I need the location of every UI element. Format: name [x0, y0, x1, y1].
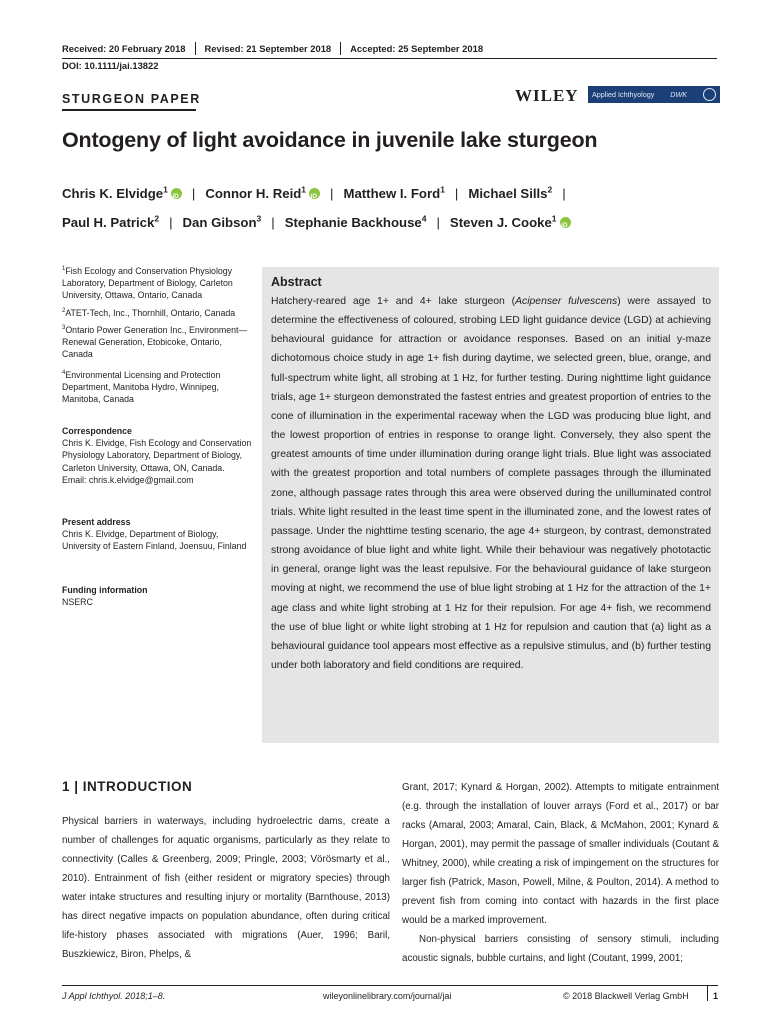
footer-url[interactable]: wileyonlinelibrary.com/journal/jai: [323, 991, 452, 1001]
abstract-text: Hatchery-reared age 1+ and 4+ lake sturgeon (Acipenser fulvescens) were assayed to determine the effectiveness of coloured, strobing LED light guidance device (LGD) at achieving behavioural guidance for attraction or avoidance responses. Based on an initial y-maze dichotomous choice study in age 1+ fish during daytime, we selected green, blue, orange, and full-spectrum white light, all strobing at 1 Hz, for further testing. During nighttime light guidance trials, age 1+ sturgeon demonstrated the fastest entries and greatest proportion of entries to the cone of illumination in the experimental raceway when the LGD was producing blue light, and the lowest proportion of entries in response to orange light. Conversely, they also spent the greatest amounts of time under illumination during orange light trials. Blue light was associated with the greatest proportion and total numbers of complete passages through the illuminated zone, although passage rates through this area were observed during the unilluminated control trials. White light resulted in the least time spent in the illuminated zone, and the lowest rates of passage. Under the nighttime testing scenario, the age 4+ sturgeon, by contrast, demonstrated strong avoidance of blue light and white light. While their behaviour was negatively phototactic in general, orange light was the least repulsive. For the behavioural guidance of lake sturgeon moving at night, we recommend the use of blue light strobing at 1 Hz for the attraction of the 1+ age class and white light strobing at 1 Hz for their repulsion. For age 4+ fish, we recommend the use of blue light or white light strobing at 1 Hz for repulsion and caution that (a) light as a behavioural guidance tool appears most effective as a repulsive stimulus, and (b) further testing under both laboratory and field conditions are required.: [271, 296, 712, 671]
funding: [62, 584, 252, 608]
author: Connor H. Reid$^1$iD: [205, 185, 320, 202]
author: Dan Gibson$^3$: [182, 213, 262, 230]
doi-link[interactable]: DOI: 10.1111/jai.13822: [62, 60, 159, 71]
correspondence-text: Chris K. Elvidge, Fish Ecology and Conservation Physiology Laboratory, Department of Biology, Carleton University, Ottawa, ON, Canada.: [62, 438, 252, 473]
journal-banner: [588, 86, 720, 103]
received-date: Received: 20 February 2018: [62, 42, 186, 54]
author: Stephanie Backhouse$^4$: [284, 213, 427, 230]
paper-type: STURGEON PAPER: [62, 92, 201, 106]
author: Steven J. Cooke$^1$iD: [450, 214, 571, 231]
author-separator: |: [191, 186, 196, 201]
author-line-1: [62, 185, 576, 202]
intro-left-column: [62, 812, 390, 964]
present-address: [62, 516, 252, 553]
seal-icon: [703, 88, 716, 101]
footer-divider: [707, 986, 708, 1001]
author: Matthew I. Ford$^1$: [343, 184, 445, 201]
correspondence-email[interactable]: Email: chris.k.elvidge@gmail.com: [62, 474, 194, 485]
author-line-2: [62, 214, 571, 231]
footer-rule: [62, 985, 718, 986]
abstract-heading: Abstract: [271, 275, 322, 289]
affiliation-2: $^2$ATET-Tech, Inc., Thornhill, Ontario, Canada: [62, 308, 236, 318]
intro-paragraph-2: Non-physical barriers consisting of sensory stimuli, including acoustic signals, bubble curtains, and light (Coutant, 1999, 2001;: [402, 934, 719, 964]
header-divider: [340, 42, 341, 55]
affiliation-1: $^1$Fish Ecology and Conservation Physiology Laboratory, Department of Biology, Carleton University, Ottawa, Ontario, Canada: [62, 266, 233, 301]
funding-text: NSERC: [62, 597, 93, 608]
author-separator: |: [436, 215, 440, 230]
funding-label: Funding information: [62, 585, 148, 595]
footer-copyright: © 2018 Blackwell Verlag GmbH: [563, 991, 689, 1001]
paper-type-underline: [62, 109, 196, 111]
journal-banner-title: Applied Ichthyology: [592, 90, 655, 99]
orcid-icon[interactable]: [309, 188, 320, 199]
correspondence-label: Correspondence: [62, 426, 132, 436]
species-name: Acipenser fulvescens: [515, 296, 618, 307]
accepted-date: Accepted: 25 September 2018: [350, 42, 484, 54]
abstract-box: [262, 267, 719, 743]
paper-title: Ontogeny of light avoidance in juvenile lake sturgeon: [62, 128, 598, 152]
author: Michael Sills$^2$: [468, 184, 553, 201]
page-number: 1: [713, 991, 719, 1001]
publication-history: [62, 40, 717, 59]
present-address-text: Chris K. Elvidge, Department of Biology, University of Eastern Finland, Joensuu, Finland: [62, 529, 247, 552]
author-separator: |: [271, 215, 275, 230]
journal-banner-right: DWK: [670, 90, 688, 99]
affiliation-3: $^3$Ontario Power Generation Inc., Environment—Renewal Generation, Etobicoke, Ontario, Canada: [62, 325, 248, 360]
section-heading-introduction: 1 | INTRODUCTION: [62, 779, 193, 794]
footer-journal: J Appl Ichthyol. 2018;1–8.: [62, 991, 166, 1001]
correspondence: [62, 425, 252, 486]
publisher-logo: WILEY: [515, 86, 579, 105]
affiliation-4: $^4$Environmental Licensing and Protection Department, Manitoba Hydro, Winnipeg, Manitoba, Canada: [62, 370, 221, 405]
author-separator: |: [562, 186, 566, 201]
present-address-label: Present address: [62, 517, 131, 527]
intro-paragraph-1: Physical barriers in waterways, including hydroelectric dams, create a number of challenges for aquatic organisms, particularly as they relate to connectivity (Calles & Greenberg, 2009; Pringle, 2003; Vörösmarty et al., 2010). Entrainment of fish (either resident or migratory species) through water intake structures and resulting injury or mortality (Barnthouse, 2013) has direct negative impacts on population abundance, often during critical life-history phases associated with migrations (Auer, 1996; Baril, Buszkiewicz, Biron, Phelps, &: [62, 816, 390, 960]
orcid-icon[interactable]: [171, 188, 182, 199]
intro-paragraph-1-cont: Grant, 2017; Kynard & Horgan, 2002). Attempts to mitigate entrainment (e.g. through the installation of louver arrays (Ford et al., 2017) or bar racks (Amaral, 2003; Amaral, Cain, Black, & McMahon, 2001; Kynard & Horgan, 2001), may permit the passage of smaller individuals (Coutant & Whitney, 2000), while creating a risk of impingement on the structures for larger fish (Patrick, Mason, Powell, Milne, & Poulton, 2014). A method to prevent fish from coming into contact with hazards in the first place would be a marked improvement.: [402, 782, 719, 926]
author-separator: |: [454, 186, 459, 201]
revised-date: Revised: 21 September 2018: [204, 42, 332, 54]
header-divider: [195, 42, 196, 55]
author: Paul H. Patrick$^2$: [62, 213, 160, 230]
intro-right-column: [402, 778, 719, 968]
author: Chris K. Elvidge$^1$iD: [62, 185, 182, 202]
orcid-icon[interactable]: [560, 217, 571, 228]
author-separator: |: [169, 215, 173, 230]
author-separator: |: [330, 186, 334, 201]
